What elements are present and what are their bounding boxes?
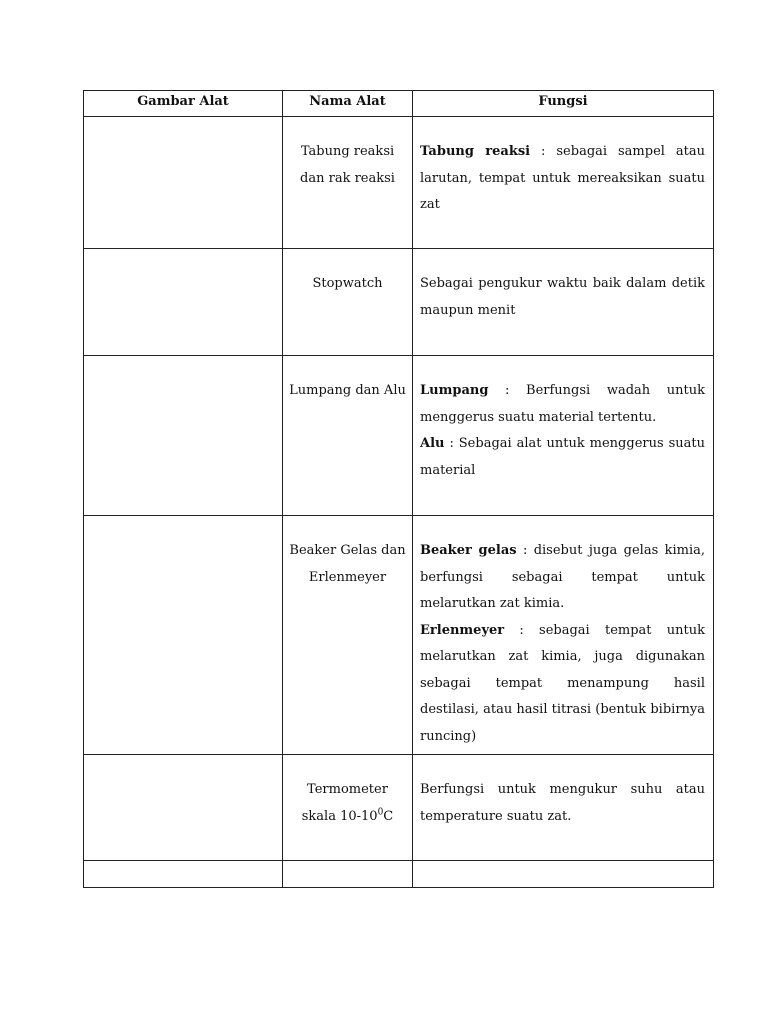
function-text: : sebagai sampel atau larutan, tempat untuk mereaksikan suatu zat xyxy=(420,144,705,212)
function-term: Alu xyxy=(420,436,445,451)
image-cell xyxy=(84,117,283,249)
tool-name-line: Beaker Gelas dan xyxy=(289,543,406,558)
header-gambar: Gambar Alat xyxy=(84,91,283,117)
table-row xyxy=(84,249,714,356)
tools-table xyxy=(83,90,714,888)
tool-name-line: Tabung reaksi xyxy=(300,144,395,159)
function-paragraph xyxy=(420,431,705,484)
function-text: Berfungsi untuk mengukur suhu atau temperature suatu zat. xyxy=(420,782,705,824)
scale-unit: C xyxy=(383,808,394,824)
table-row xyxy=(84,516,714,755)
tool-name xyxy=(283,249,413,356)
table-row xyxy=(84,356,714,516)
tool-function xyxy=(413,755,714,861)
table-row-empty xyxy=(84,861,714,888)
function-paragraph xyxy=(420,378,705,431)
table-row xyxy=(84,117,714,249)
tool-name xyxy=(283,516,413,755)
tool-function xyxy=(413,249,714,356)
image-cell xyxy=(84,249,283,356)
tool-name-line: Stopwatch xyxy=(312,276,383,291)
function-paragraph xyxy=(420,538,705,618)
function-paragraph xyxy=(420,618,705,751)
function-text: : disebut juga gelas kimia, berfungsi sebagai tempat untuk melarutkan zat kimia. xyxy=(420,543,705,611)
image-cell xyxy=(84,516,283,755)
function-term: Erlenmeyer xyxy=(420,622,505,638)
scale-superscript: 0 xyxy=(377,807,384,818)
image-cell xyxy=(84,755,283,861)
tool-function xyxy=(413,356,714,516)
tool-name-line: Erlenmeyer xyxy=(308,569,387,585)
tool-name xyxy=(283,356,413,516)
tool-name-line: Lumpang dan Alu xyxy=(289,383,406,398)
header-nama: Nama Alat xyxy=(283,91,413,117)
tool-name-line: Termometer xyxy=(307,782,388,797)
empty-cell xyxy=(283,861,413,888)
function-text: : Berfungsi wadah untuk menggerus suatu material tertentu. xyxy=(420,383,705,425)
table-row xyxy=(84,755,714,861)
tool-function xyxy=(413,516,714,755)
tool-function xyxy=(413,117,714,249)
empty-cell xyxy=(413,861,714,888)
tool-name-line xyxy=(283,804,412,831)
scale-text: skala 10-10 xyxy=(301,808,378,824)
function-term: Lumpang xyxy=(420,383,489,398)
function-text: : sebagai tempat untuk melarutkan zat kimia, juga digunakan sebagai tempat menampung hasil destilasi, atau hasil titrasi (bentuk bibirnya runcing) xyxy=(420,622,705,744)
function-term: Beaker gelas xyxy=(420,543,517,558)
header-row xyxy=(84,91,714,117)
function-text: Sebagai pengukur waktu baik dalam detik maupun menit xyxy=(420,276,705,318)
empty-cell xyxy=(84,861,283,888)
tool-name xyxy=(283,755,413,861)
image-cell xyxy=(84,356,283,516)
tool-name xyxy=(283,117,413,249)
function-text: : Sebagai alat untuk menggerus suatu material xyxy=(420,436,705,478)
function-term: Tabung reaksi xyxy=(420,144,531,159)
tool-name-line: dan rak reaksi xyxy=(300,170,395,186)
header-fungsi: Fungsi xyxy=(413,91,714,117)
